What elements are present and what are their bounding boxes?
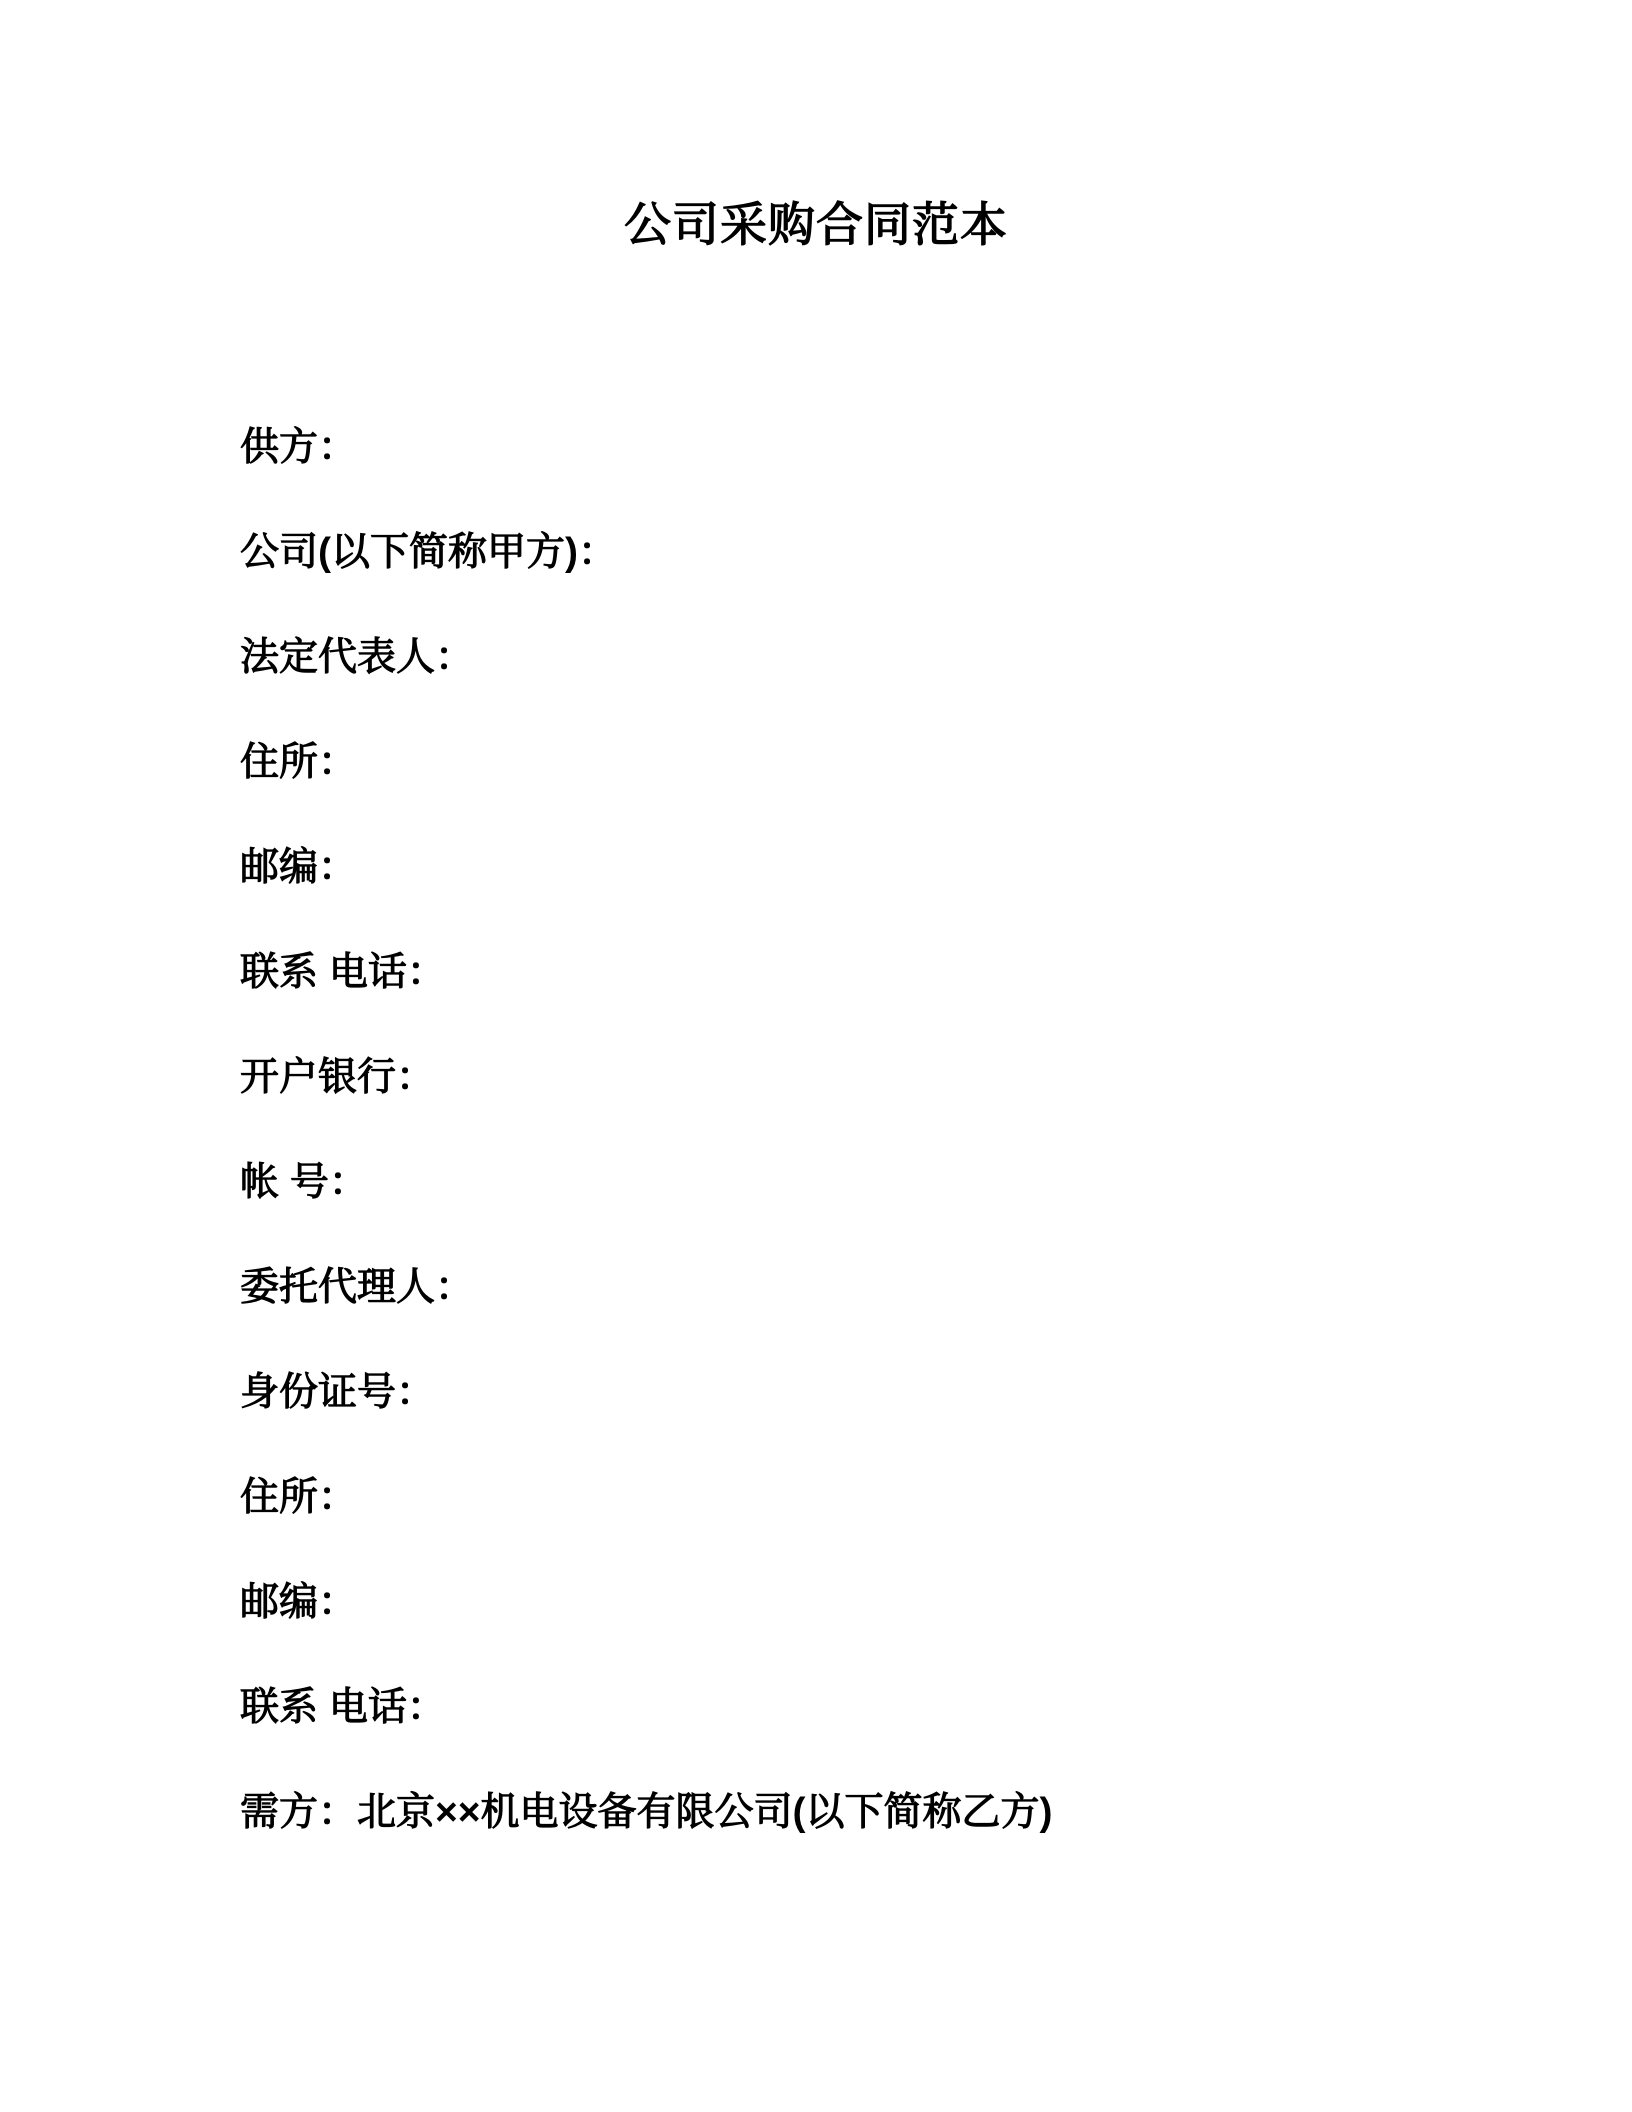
field-label-contact-phone-2: 联系 电话： [240, 1686, 446, 1729]
field-label-postal-code: 邮编： [240, 846, 358, 889]
field-label-legal-representative: 法定代表人： [240, 636, 475, 679]
field-label-buyer-party-b: 需方：北京××机电设备有限公司(以下简称乙方) [240, 1791, 1053, 1834]
field-label-company-party-a: 公司(以下简称甲方)： [240, 531, 617, 574]
field-label-postal-code-2: 邮编： [240, 1581, 358, 1624]
field-label-authorized-agent: 委托代理人： [240, 1266, 475, 1309]
field-label-bank: 开户银行： [240, 1056, 436, 1099]
field-label-contact-phone: 联系 电话： [240, 951, 446, 994]
field-label-address: 住所： [240, 741, 358, 784]
field-label-id-number: 身份证号： [240, 1371, 436, 1414]
field-label-address-2: 住所： [240, 1476, 358, 1519]
field-label-supplier: 供方： [240, 426, 358, 469]
field-label-account-number: 帐 号： [240, 1161, 368, 1204]
document-body [240, 424, 1552, 1894]
document-title: 公司采购合同范本 [624, 198, 1008, 251]
